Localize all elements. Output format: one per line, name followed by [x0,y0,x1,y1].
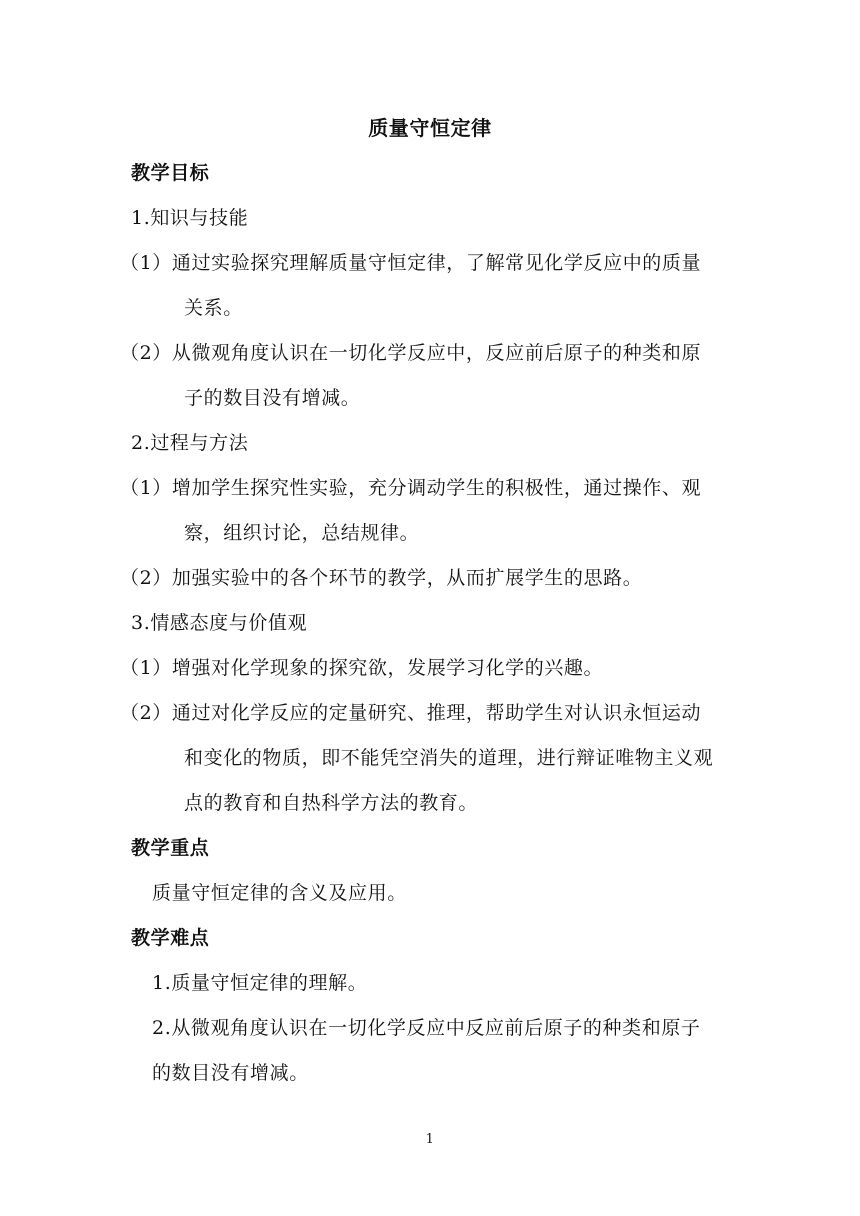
emotion-label: 3.情感态度与价值观 [131,612,308,634]
knowledge-item1-line2: 关系。 [184,297,243,319]
emotion-item1-line1: （1）增强对化学现象的探究欲，发展学习化学的兴趣。 [120,657,604,679]
process-item2-line1: （2）加强实验中的各个环节的教学，从而扩展学生的思路。 [120,567,643,589]
difficulties-item2-line1: 2.从微观角度认识在一切化学反应中反应前后原子的种类和原子 [152,1017,701,1039]
emotion-item2-line2: 和变化的物质，即不能凭空消失的道理，进行辩证唯物主义观 [184,747,714,769]
page-number: 1 [425,1132,435,1147]
process-item1-line1: （1）增加学生探究性实验，充分调动学生的积极性，通过操作、观 [120,477,702,499]
knowledge-item2-line1: （2）从微观角度认识在一切化学反应中，反应前后原子的种类和原 [120,342,702,364]
objectives-heading: 教学目标 [131,162,210,184]
knowledge-item1-line1: （1）通过实验探究理解质量守恒定律，了解常见化学反应中的质量 [120,252,702,274]
page-title: 质量守恒定律 [368,116,492,140]
emotion-item2-line3: 点的教育和自热科学方法的教育。 [184,792,479,814]
process-label: 2.过程与方法 [131,432,249,454]
emotion-item2-line1: （2）通过对化学反应的定量研究、推理，帮助学生对认识永恒运动 [120,702,702,724]
knowledge-item2-line2: 子的数目没有增减。 [184,387,361,409]
difficulties-heading: 教学难点 [131,927,210,949]
process-item1-line2: 察，组织讨论，总结规律。 [184,522,420,544]
difficulties-item1: 1.质量守恒定律的理解。 [152,972,368,994]
knowledge-label: 1.知识与技能 [131,207,249,229]
key-points-heading: 教学重点 [131,837,210,859]
key-points-text: 质量守恒定律的含义及应用。 [152,882,407,904]
difficulties-item2-line2: 的数目没有增减。 [152,1062,309,1084]
